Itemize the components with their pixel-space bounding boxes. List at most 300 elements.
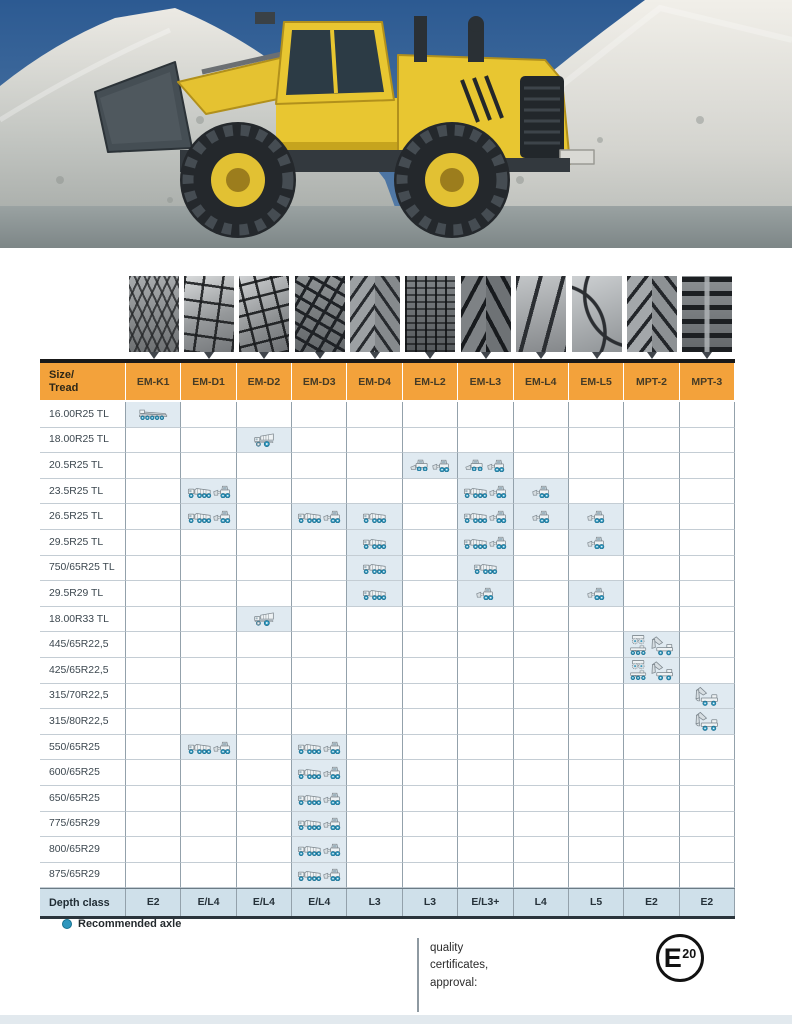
table-cell-MPT-3 bbox=[680, 453, 735, 479]
table-cell-EM-D2 bbox=[237, 863, 292, 889]
table-cell-EM-L2 bbox=[403, 530, 458, 556]
table-body bbox=[40, 402, 735, 888]
size-tread-table bbox=[40, 359, 735, 919]
column-header-EM-D1: EM-D1 bbox=[181, 363, 236, 400]
loader-icon bbox=[213, 485, 231, 498]
hauler-icon bbox=[362, 561, 387, 574]
table-cell-MPT-2 bbox=[624, 581, 679, 607]
table-cell-EM-L3 bbox=[458, 581, 513, 607]
quality-certificates-text bbox=[430, 940, 488, 992]
table-cell-EM-L3 bbox=[458, 504, 513, 530]
table-cell-MPT-3 bbox=[680, 581, 735, 607]
column-pointer-icon bbox=[370, 352, 380, 359]
table-cell-EM-L3 bbox=[458, 837, 513, 863]
table-cell-MPT-3 bbox=[680, 863, 735, 889]
table-cell-EM-L2 bbox=[403, 453, 458, 479]
table-cell-EM-D4 bbox=[347, 556, 402, 582]
table-cell-EM-L2 bbox=[403, 812, 458, 838]
table-cell-EM-L2 bbox=[403, 428, 458, 454]
table-cell-EM-D4 bbox=[347, 504, 402, 530]
table-cell-EM-D1 bbox=[181, 709, 236, 735]
table-cell-MPT-2 bbox=[624, 837, 679, 863]
column-pointer-icon bbox=[149, 352, 159, 359]
loader-icon bbox=[213, 510, 231, 523]
table-cell-EM-D2 bbox=[237, 837, 292, 863]
table-cell-EM-D3 bbox=[292, 709, 347, 735]
tread-cell-MPT-3 bbox=[680, 276, 735, 359]
table-row bbox=[40, 581, 735, 607]
loader-icon bbox=[587, 587, 605, 600]
loader-icon bbox=[489, 485, 507, 498]
loader-icon bbox=[323, 510, 341, 523]
loader-icon bbox=[323, 766, 341, 779]
excavator-icon bbox=[694, 711, 719, 731]
table-cell-EM-L3 bbox=[458, 530, 513, 556]
table-cell-MPT-3 bbox=[680, 684, 735, 710]
table-cell-EM-L5 bbox=[569, 581, 624, 607]
table-cell-MPT-2 bbox=[624, 504, 679, 530]
depth-class-row bbox=[40, 888, 735, 919]
mpt-cluster-icon bbox=[629, 634, 674, 656]
tread-strip-spacer bbox=[40, 276, 126, 359]
table-row bbox=[40, 428, 735, 454]
depth-class-value-EM-L5: L5 bbox=[569, 889, 624, 916]
table-cell-EM-D4 bbox=[347, 402, 402, 428]
tread-cell-EM-D2 bbox=[237, 276, 292, 359]
table-row bbox=[40, 632, 735, 658]
table-cell-EM-K1 bbox=[126, 786, 181, 812]
table-cell-MPT-3 bbox=[680, 735, 735, 761]
tread-photo-EM-L5 bbox=[572, 276, 622, 352]
table-cell-EM-L4 bbox=[514, 504, 569, 530]
table-cell-MPT-2 bbox=[624, 863, 679, 889]
hero-photo bbox=[0, 0, 792, 248]
table-cell-EM-L2 bbox=[403, 402, 458, 428]
table-cell-EM-D1 bbox=[181, 684, 236, 710]
table-cell-EM-D3 bbox=[292, 402, 347, 428]
wheel-loader-illustration bbox=[0, 0, 792, 248]
table-cell-EM-L3 bbox=[458, 684, 513, 710]
table-cell-EM-D4 bbox=[347, 760, 402, 786]
table-cell-EM-L3 bbox=[458, 863, 513, 889]
table-cell-EM-L5 bbox=[569, 504, 624, 530]
table-cell-EM-D3 bbox=[292, 735, 347, 761]
table-cell-EM-L4 bbox=[514, 709, 569, 735]
column-header-EM-D2: EM-D2 bbox=[237, 363, 292, 400]
depth-class-value-EM-D4: L3 bbox=[347, 889, 402, 916]
table-cell-EM-D3 bbox=[292, 658, 347, 684]
table-cell-MPT-3 bbox=[680, 504, 735, 530]
table-cell-EM-D4 bbox=[347, 658, 402, 684]
hauler-icon bbox=[187, 741, 212, 754]
column-header-EM-L3: EM-L3 bbox=[458, 363, 513, 400]
table-cell-MPT-3 bbox=[680, 786, 735, 812]
hauler-icon bbox=[463, 536, 488, 549]
footer-divider bbox=[417, 938, 419, 1012]
table-cell-EM-L4 bbox=[514, 735, 569, 761]
table-cell-EM-D4 bbox=[347, 735, 402, 761]
table-cell-EM-L5 bbox=[569, 607, 624, 633]
table-cell-EM-L5 bbox=[569, 786, 624, 812]
table-cell-EM-D2 bbox=[237, 530, 292, 556]
size-label: 315/70R22,5 bbox=[40, 684, 126, 710]
size-label: 650/65R25 bbox=[40, 786, 126, 812]
table-cell-MPT-3 bbox=[680, 556, 735, 582]
e-mark-letter: E bbox=[663, 942, 682, 973]
table-cell-EM-K1 bbox=[126, 658, 181, 684]
table-cell-EM-L3 bbox=[458, 453, 513, 479]
table-cell-EM-L5 bbox=[569, 479, 624, 505]
table-cell-EM-K1 bbox=[126, 453, 181, 479]
e-mark-number: 20 bbox=[682, 946, 697, 961]
column-pointer-icon bbox=[315, 352, 325, 359]
table-cell-MPT-3 bbox=[680, 760, 735, 786]
loader-icon bbox=[323, 792, 341, 805]
loader-icon bbox=[489, 510, 507, 523]
table-cell-EM-D2 bbox=[237, 581, 292, 607]
loader-icon bbox=[323, 817, 341, 830]
column-pointer-icon bbox=[536, 352, 546, 359]
table-cell-EM-L4 bbox=[514, 453, 569, 479]
table-cell-EM-D2 bbox=[237, 760, 292, 786]
table-cell-MPT-2 bbox=[624, 607, 679, 633]
table-cell-EM-L5 bbox=[569, 863, 624, 889]
depth-class-value-MPT-3: E2 bbox=[680, 889, 735, 916]
e20-approval-mark bbox=[656, 934, 704, 982]
table-cell-EM-D3 bbox=[292, 632, 347, 658]
table-cell-MPT-2 bbox=[624, 453, 679, 479]
table-cell-EM-L2 bbox=[403, 837, 458, 863]
table-row bbox=[40, 760, 735, 786]
table-cell-EM-L4 bbox=[514, 530, 569, 556]
table-cell-EM-D2 bbox=[237, 786, 292, 812]
table-cell-EM-L4 bbox=[514, 607, 569, 633]
table-cell-EM-D1 bbox=[181, 863, 236, 889]
table-cell-MPT-3 bbox=[680, 632, 735, 658]
table-cell-EM-L5 bbox=[569, 632, 624, 658]
size-label: 26.5R25 TL bbox=[40, 504, 126, 530]
size-label: 550/65R25 bbox=[40, 735, 126, 761]
loader-icon bbox=[476, 587, 494, 600]
hauler-icon bbox=[187, 485, 212, 498]
table-cell-EM-L4 bbox=[514, 760, 569, 786]
hauler-icon bbox=[362, 587, 387, 600]
tread-strip bbox=[40, 276, 735, 359]
loader-icon bbox=[323, 741, 341, 754]
table-cell-EM-L2 bbox=[403, 760, 458, 786]
table-cell-EM-D1 bbox=[181, 428, 236, 454]
tread-cell-EM-L2 bbox=[403, 276, 458, 359]
tread-photo-EM-D1 bbox=[184, 276, 234, 352]
table-cell-EM-D4 bbox=[347, 607, 402, 633]
table-cell-EM-K1 bbox=[126, 504, 181, 530]
table-cell-EM-L3 bbox=[458, 632, 513, 658]
table-cell-MPT-3 bbox=[680, 709, 735, 735]
hauler-icon bbox=[297, 817, 322, 830]
table-cell-EM-L4 bbox=[514, 402, 569, 428]
loader-icon bbox=[532, 485, 550, 498]
table-cell-EM-D4 bbox=[347, 684, 402, 710]
mpt-cluster-icon bbox=[629, 659, 674, 681]
table-cell-EM-L3 bbox=[458, 786, 513, 812]
table-cell-EM-L4 bbox=[514, 837, 569, 863]
table-cell-EM-D2 bbox=[237, 658, 292, 684]
column-header-EM-L4: EM-L4 bbox=[514, 363, 569, 400]
hauler-icon bbox=[297, 868, 322, 881]
table-cell-EM-D3 bbox=[292, 556, 347, 582]
table-cell-EM-L4 bbox=[514, 428, 569, 454]
table-cell-EM-L5 bbox=[569, 837, 624, 863]
size-label: 775/65R29 bbox=[40, 812, 126, 838]
table-row bbox=[40, 684, 735, 710]
table-cell-EM-D3 bbox=[292, 863, 347, 889]
table-cell-EM-K1 bbox=[126, 479, 181, 505]
size-label: 425/65R22,5 bbox=[40, 658, 126, 684]
table-row bbox=[40, 556, 735, 582]
table-row bbox=[40, 402, 735, 428]
table-cell-EM-L3 bbox=[458, 658, 513, 684]
loader-icon bbox=[532, 510, 550, 523]
tread-cell-EM-D1 bbox=[181, 276, 236, 359]
table-cell-EM-K1 bbox=[126, 581, 181, 607]
table-cell-EM-K1 bbox=[126, 632, 181, 658]
table-cell-EM-L2 bbox=[403, 581, 458, 607]
hauler-icon bbox=[473, 561, 498, 574]
table-cell-EM-D2 bbox=[237, 735, 292, 761]
table-cell-EM-L2 bbox=[403, 556, 458, 582]
table-cell-EM-L3 bbox=[458, 709, 513, 735]
size-label: 20.5R25 TL bbox=[40, 453, 126, 479]
table-cell-EM-D3 bbox=[292, 786, 347, 812]
corner-line-1: Size/ bbox=[49, 368, 75, 381]
table-cell-EM-D4 bbox=[347, 453, 402, 479]
size-label: 875/65R29 bbox=[40, 863, 126, 889]
dozer-icon bbox=[465, 459, 486, 471]
tread-photo-EM-L2 bbox=[405, 276, 455, 352]
tread-cell-EM-L4 bbox=[514, 276, 569, 359]
table-row bbox=[40, 453, 735, 479]
table-cell-EM-L2 bbox=[403, 632, 458, 658]
table-cell-EM-L4 bbox=[514, 479, 569, 505]
table-cell-EM-D1 bbox=[181, 607, 236, 633]
table-cell-EM-D3 bbox=[292, 504, 347, 530]
table-cell-MPT-3 bbox=[680, 530, 735, 556]
table-cell-MPT-2 bbox=[624, 658, 679, 684]
column-header-EM-L5: EM-L5 bbox=[569, 363, 624, 400]
table-cell-MPT-2 bbox=[624, 812, 679, 838]
table-cell-EM-L4 bbox=[514, 684, 569, 710]
table-cell-EM-L2 bbox=[403, 786, 458, 812]
tread-cell-EM-L5 bbox=[569, 276, 624, 359]
table-cell-MPT-3 bbox=[680, 658, 735, 684]
table-cell-EM-D1 bbox=[181, 632, 236, 658]
table-cell-MPT-3 bbox=[680, 428, 735, 454]
size-label: 750/65R25 TL bbox=[40, 556, 126, 582]
column-pointer-icon bbox=[592, 352, 602, 359]
table-row bbox=[40, 837, 735, 863]
tread-photo-MPT-2 bbox=[627, 276, 677, 352]
table-cell-EM-L2 bbox=[403, 479, 458, 505]
table-cell-EM-L3 bbox=[458, 812, 513, 838]
tread-photo-EM-D3 bbox=[295, 276, 345, 352]
table-cell-MPT-2 bbox=[624, 556, 679, 582]
table-cell-EM-D1 bbox=[181, 786, 236, 812]
loader-icon bbox=[213, 741, 231, 754]
size-label: 800/65R29 bbox=[40, 837, 126, 863]
table-cell-EM-L5 bbox=[569, 735, 624, 761]
table-cell-EM-D4 bbox=[347, 786, 402, 812]
table-cell-EM-L2 bbox=[403, 607, 458, 633]
table-cell-EM-D1 bbox=[181, 453, 236, 479]
table-cell-EM-L4 bbox=[514, 556, 569, 582]
table-cell-EM-L5 bbox=[569, 402, 624, 428]
table-cell-EM-D1 bbox=[181, 837, 236, 863]
hauler-icon bbox=[187, 510, 212, 523]
corner-header bbox=[40, 363, 126, 400]
table-cell-MPT-2 bbox=[624, 684, 679, 710]
loader-icon bbox=[587, 536, 605, 549]
depth-class-value-EM-D3: E/L4 bbox=[292, 889, 347, 916]
depth-class-label: Depth class bbox=[40, 889, 126, 916]
column-pointer-icon bbox=[204, 352, 214, 359]
table-cell-EM-L5 bbox=[569, 812, 624, 838]
table-cell-EM-D2 bbox=[237, 556, 292, 582]
table-cell-MPT-2 bbox=[624, 402, 679, 428]
table-cell-EM-L5 bbox=[569, 658, 624, 684]
table-cell-EM-D2 bbox=[237, 709, 292, 735]
table-row bbox=[40, 479, 735, 505]
quality-line-3: approval: bbox=[430, 976, 478, 989]
loader-icon bbox=[587, 510, 605, 523]
table-cell-MPT-2 bbox=[624, 709, 679, 735]
page-bottom-band bbox=[0, 1015, 792, 1024]
loader-icon bbox=[323, 868, 341, 881]
table-cell-EM-D2 bbox=[237, 402, 292, 428]
loader-icon bbox=[432, 459, 450, 472]
tread-photo-EM-D2 bbox=[239, 276, 289, 352]
column-header-EM-K1: EM-K1 bbox=[126, 363, 181, 400]
table-cell-EM-K1 bbox=[126, 812, 181, 838]
table-cell-EM-L5 bbox=[569, 760, 624, 786]
crane-icon bbox=[138, 408, 169, 420]
tread-photo-MPT-3 bbox=[682, 276, 732, 352]
table-cell-EM-K1 bbox=[126, 402, 181, 428]
table-row bbox=[40, 607, 735, 633]
table-cell-EM-D1 bbox=[181, 402, 236, 428]
table-cell-EM-D2 bbox=[237, 453, 292, 479]
table-cell-EM-D3 bbox=[292, 428, 347, 454]
table-cell-EM-D2 bbox=[237, 504, 292, 530]
table-cell-EM-L4 bbox=[514, 812, 569, 838]
tread-cell-EM-D4 bbox=[347, 276, 402, 359]
table-cell-EM-D4 bbox=[347, 863, 402, 889]
table-cell-MPT-3 bbox=[680, 607, 735, 633]
table-cell-EM-L5 bbox=[569, 428, 624, 454]
table-row bbox=[40, 709, 735, 735]
table-cell-EM-L3 bbox=[458, 760, 513, 786]
quality-line-2: certificates, bbox=[430, 959, 489, 972]
tread-cell-EM-L3 bbox=[458, 276, 513, 359]
table-cell-EM-L3 bbox=[458, 428, 513, 454]
hauler-icon bbox=[362, 536, 387, 549]
table-cell-EM-L4 bbox=[514, 581, 569, 607]
tread-cell-EM-D3 bbox=[292, 276, 347, 359]
legend-label: Recommended axle bbox=[78, 918, 182, 930]
table-cell-EM-K1 bbox=[126, 684, 181, 710]
column-header-MPT-2: MPT-2 bbox=[624, 363, 679, 400]
table-cell-EM-L2 bbox=[403, 709, 458, 735]
loader-icon bbox=[323, 843, 341, 856]
table-cell-EM-D1 bbox=[181, 658, 236, 684]
hauler-icon bbox=[463, 510, 488, 523]
table-cell-EM-L3 bbox=[458, 402, 513, 428]
dump-icon bbox=[253, 612, 275, 626]
table-header-row bbox=[40, 359, 735, 402]
table-cell-EM-D2 bbox=[237, 812, 292, 838]
hauler-icon bbox=[463, 485, 488, 498]
column-pointer-icon bbox=[259, 352, 269, 359]
column-header-MPT-3: MPT-3 bbox=[680, 363, 735, 400]
table-cell-EM-K1 bbox=[126, 709, 181, 735]
table-cell-EM-L3 bbox=[458, 479, 513, 505]
table-cell-EM-D3 bbox=[292, 530, 347, 556]
table-cell-EM-L2 bbox=[403, 684, 458, 710]
table-cell-MPT-2 bbox=[624, 428, 679, 454]
table-cell-EM-K1 bbox=[126, 607, 181, 633]
table-cell-EM-D4 bbox=[347, 581, 402, 607]
table-cell-EM-D2 bbox=[237, 607, 292, 633]
table-cell-EM-D1 bbox=[181, 479, 236, 505]
table-cell-EM-K1 bbox=[126, 556, 181, 582]
table-cell-EM-K1 bbox=[126, 760, 181, 786]
table-cell-EM-D2 bbox=[237, 632, 292, 658]
table-cell-EM-K1 bbox=[126, 428, 181, 454]
table-cell-EM-D3 bbox=[292, 684, 347, 710]
legend bbox=[62, 918, 181, 930]
table-cell-EM-D1 bbox=[181, 581, 236, 607]
table-cell-EM-L4 bbox=[514, 658, 569, 684]
table-cell-EM-D1 bbox=[181, 530, 236, 556]
table-row bbox=[40, 735, 735, 761]
tread-photo-EM-L3 bbox=[461, 276, 511, 352]
table-cell-EM-D3 bbox=[292, 812, 347, 838]
column-pointer-icon bbox=[481, 352, 491, 359]
size-label: 29.5R25 TL bbox=[40, 530, 126, 556]
table-row bbox=[40, 863, 735, 889]
table-cell-EM-D1 bbox=[181, 504, 236, 530]
table-cell-EM-D4 bbox=[347, 479, 402, 505]
table-cell-EM-D3 bbox=[292, 607, 347, 633]
table-cell-EM-L3 bbox=[458, 556, 513, 582]
table-cell-EM-K1 bbox=[126, 837, 181, 863]
tread-photo-EM-D4 bbox=[350, 276, 400, 352]
table-cell-MPT-3 bbox=[680, 837, 735, 863]
tread-cell-EM-K1 bbox=[126, 276, 181, 359]
table-cell-EM-D3 bbox=[292, 581, 347, 607]
table-cell-EM-D4 bbox=[347, 709, 402, 735]
hauler-icon bbox=[362, 510, 387, 523]
table-cell-MPT-3 bbox=[680, 812, 735, 838]
recommended-axle-dot-icon bbox=[62, 919, 72, 929]
table-cell-EM-K1 bbox=[126, 735, 181, 761]
table-cell-EM-D4 bbox=[347, 812, 402, 838]
table-cell-EM-D4 bbox=[347, 530, 402, 556]
table-cell-EM-D2 bbox=[237, 684, 292, 710]
table-cell-EM-L4 bbox=[514, 632, 569, 658]
table-cell-MPT-3 bbox=[680, 402, 735, 428]
corner-line-2: Tread bbox=[49, 381, 79, 394]
tread-cell-MPT-2 bbox=[624, 276, 679, 359]
